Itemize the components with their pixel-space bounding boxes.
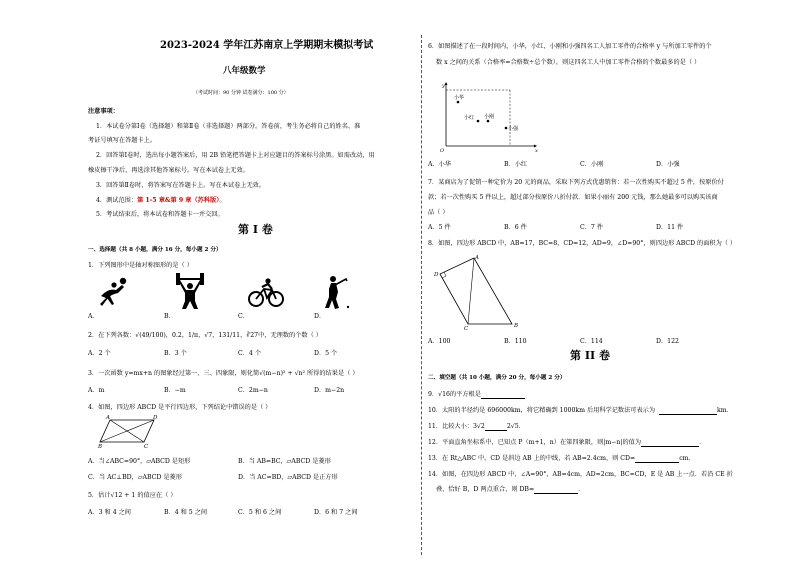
q8-quadrilateral-figure xyxy=(434,254,530,330)
answer-blank[interactable] xyxy=(659,408,717,415)
notes-item: 4．测试范围：第 1-5 章&第 9 章（苏科版）。 xyxy=(96,197,226,204)
y-axis-label: y xyxy=(442,83,445,89)
q8-option-a[interactable]: A．100 xyxy=(428,338,451,345)
q1-option-b[interactable]: B． xyxy=(164,313,175,320)
q3-option-a[interactable]: A．m xyxy=(88,387,105,394)
q3-option-d[interactable]: D．m−2n xyxy=(314,387,345,394)
q8-option-d[interactable]: D．122 xyxy=(656,338,679,345)
exam-subtitle: 八年级数学 xyxy=(223,66,266,76)
q2-option-b[interactable]: B．3 个 xyxy=(164,350,187,357)
q2-option-a[interactable]: A．2 个 xyxy=(88,350,111,357)
notes-item: 1．本试卷分第Ⅰ卷（选择题）和第Ⅱ卷（非选择题）两部分。答卷前，考生务必将自己的姓名、准 xyxy=(96,123,361,130)
question-2: 2．在下列各数：√(49/100)，0.2，1/π，√7，131/11，∛27中，无理数的个数（ ） xyxy=(88,332,322,339)
q1-option-d[interactable]: D． xyxy=(314,313,326,320)
notes-item: 2．回答第Ⅰ卷时，选出每小题答案后，用 2B 铅笔把答题卡上对应题目的答案标号涂黑。如需改动，用 xyxy=(96,152,375,159)
origin-label: O xyxy=(440,148,445,154)
q4-option-a[interactable]: A．当∠ABC=90°，▱ABCD 是矩形 xyxy=(88,458,191,465)
question-6-cont: 数 x 之间的关系（合格率=合格数÷总个数），则这四名工人中加工零件合格的个数最多的是（ ） xyxy=(436,59,701,66)
question-11: 11．比较大小：3√2 2√5． xyxy=(428,423,525,430)
time-info: （考试时间：90 分钟 试卷满分：100 分） xyxy=(193,90,289,96)
question-12: 12．平面直角坐标系中，已知点 P（m+1，n）在第四象限，则|m−n|的值为 ． xyxy=(428,439,706,446)
q6-option-b[interactable]: B．小红 xyxy=(504,161,528,168)
parallelogram-figure xyxy=(98,414,158,450)
label-b: B xyxy=(514,323,519,329)
q7-option-a[interactable]: A．5 件 xyxy=(428,224,451,231)
point-xiaogang xyxy=(487,120,490,123)
question-5: 5．估计√12 + 1 的值应在（ ） xyxy=(88,492,177,499)
label-d: D xyxy=(153,415,158,421)
q2-option-d[interactable]: D．5 个 xyxy=(314,350,338,357)
q1-option-a[interactable]: A． xyxy=(88,313,99,320)
label-d: D xyxy=(434,272,439,278)
label-c: C xyxy=(464,326,469,332)
q5-option-a[interactable]: A．3 和 4 之间 xyxy=(88,509,131,516)
point-xiaoqiang xyxy=(505,127,508,130)
label-xiaogang: 小刚 xyxy=(484,114,495,120)
question-3: 3．一次函数 y=mx+n 的图象经过第一、三、四象限，则化简√(m−n)² + √n² 所得的结果是（ ） xyxy=(88,370,359,377)
q5-option-b[interactable]: B．4 和 5 之间 xyxy=(164,509,208,516)
q4-option-b[interactable]: B．当 AB=BC，▱ABCD 是菱形 xyxy=(238,458,331,465)
question-7-line3: 品（ ） xyxy=(428,209,449,216)
q3-option-b[interactable]: B．−m xyxy=(164,387,186,394)
notes-item: 考证号填写在答题卡上。 xyxy=(88,137,157,144)
answer-blank[interactable] xyxy=(635,456,679,463)
section-heading: 二、填空题（共 10 小题，满分 20 分，每小题 2 分） xyxy=(428,375,566,381)
q7-option-b[interactable]: B．6 件 xyxy=(504,224,527,231)
notes-item: 橡皮擦干净后，再选涂其他答案标号。写在本试卷上无效。 xyxy=(88,167,249,174)
question-1: 1．下列图形中是轴对称图形的是（ ） xyxy=(88,262,193,269)
weightlifter-icon xyxy=(174,273,206,311)
q6-option-a[interactable]: A．小华 xyxy=(428,161,452,168)
point-xiaohong xyxy=(477,120,480,123)
label-xiaohong: 小红 xyxy=(464,115,475,121)
notes-heading: 注意事项： xyxy=(88,108,119,115)
part2-heading: 第 II 卷 xyxy=(570,349,610,362)
answer-blank[interactable] xyxy=(641,440,699,447)
q6-graph xyxy=(438,80,538,152)
q7-option-c[interactable]: C．7 件 xyxy=(580,224,604,231)
notes-item: 5．考试结束后，将本试卷和答题卡一并交回。 xyxy=(96,211,224,218)
q3-option-c[interactable]: C．2m−n xyxy=(238,387,268,394)
question-14: 14．如图，在四边形 ABCD 中，∠A=90°，AB=4cm，AD=2cm，BC=CD，E 是 AB 上一点．若沿 CE 折 xyxy=(428,471,733,478)
label-a: A xyxy=(475,255,479,261)
question-13: 13．在 Rt△ABC 中，CD 是斜边 AB 上的中线，若 AB=2.4cm，则 CD= cm． xyxy=(428,455,695,462)
q2-option-c[interactable]: C．4 个 xyxy=(238,350,262,357)
q4-option-d[interactable]: D．当 AC=BD，▱ABCD 是正方形 xyxy=(238,474,338,481)
q5-option-c[interactable]: C．5 和 6 之间 xyxy=(238,509,282,516)
label-xiaohua: 小华 xyxy=(454,95,465,101)
question-10: 10．太阳的半径约是 696000km，将它精确到 1000km 后用科学记数法可表示为 km． xyxy=(428,407,733,414)
question-9: 9．√16的平方根是 xyxy=(428,391,525,399)
column-divider xyxy=(421,35,422,555)
q8-option-c[interactable]: C．114 xyxy=(580,338,603,345)
label-xiaoqiang: 小强 xyxy=(508,126,519,132)
exam-title: 2023-2024 学年江苏南京上学期期末模拟考试 xyxy=(160,40,374,51)
question-14-cont: 叠，恰好 B，D 两点重合，则 DB= ． xyxy=(436,486,585,493)
answer-blank[interactable] xyxy=(534,487,578,494)
label-b: B xyxy=(98,444,103,450)
q6-option-d[interactable]: D．小强 xyxy=(656,161,680,168)
question-6: 6．如图描述了在一段时间内，小华，小红，小刚和小强四名工人加工零件的合格率 y 与所加工零件的个 xyxy=(428,43,712,50)
x-axis-label: x xyxy=(535,148,538,154)
question-7-line2: 款；若一次性购买 5 件以上，超过部分按原价八折付款．如果小丽有 200 元钱，那么她最多可以购买该商 xyxy=(428,194,718,201)
q7-option-d[interactable]: D．11 件 xyxy=(656,224,684,231)
question-8: 8．如图，四边形 ABCD 中，AB=17，BC=8，CD=12，AD=9，∠D=90°，则四边形 ABCD 的面积为（ ） xyxy=(428,240,737,247)
point-xiaohua xyxy=(457,101,460,104)
golfer-icon xyxy=(324,275,352,311)
question-4: 4．如图，四边形 ABCD 是平行四边形，下列结论中错误的是（ ） xyxy=(88,404,272,411)
part1-heading: 第 I 卷 xyxy=(238,223,273,236)
label-c: C xyxy=(144,444,149,450)
q8-option-b[interactable]: B．110 xyxy=(504,338,527,345)
q6-option-c[interactable]: C．小刚 xyxy=(580,161,604,168)
question-7: 7．某商店为了促销一种定价为 20 元的商品，采取下列方式优惠销售：若一次性购买不超过 5 件，按原价付 xyxy=(428,179,724,186)
left-column xyxy=(88,0,418,562)
answer-blank[interactable] xyxy=(481,392,525,399)
test-scope: 第 1-5 章&第 9 章（苏科版） xyxy=(137,197,220,204)
notes-item: 3．回答第Ⅱ卷时，将答案写在答题卡上。写在本试卷上无效。 xyxy=(96,182,266,189)
answer-blank[interactable] xyxy=(485,424,507,431)
q5-option-d[interactable]: D．6 和 7 之间 xyxy=(314,509,358,516)
right-column xyxy=(428,0,773,562)
label-a: A xyxy=(106,415,110,421)
section-heading: 一、选择题（共 8 小题，满分 16 分，每小题 2 分） xyxy=(88,247,222,253)
q4-option-c[interactable]: C．当 AC⊥BD，▱ABCD 是菱形 xyxy=(88,474,182,481)
volleyball-player-icon xyxy=(98,276,130,308)
cyclist-icon xyxy=(248,278,284,308)
q1-option-c[interactable]: C． xyxy=(238,313,249,320)
